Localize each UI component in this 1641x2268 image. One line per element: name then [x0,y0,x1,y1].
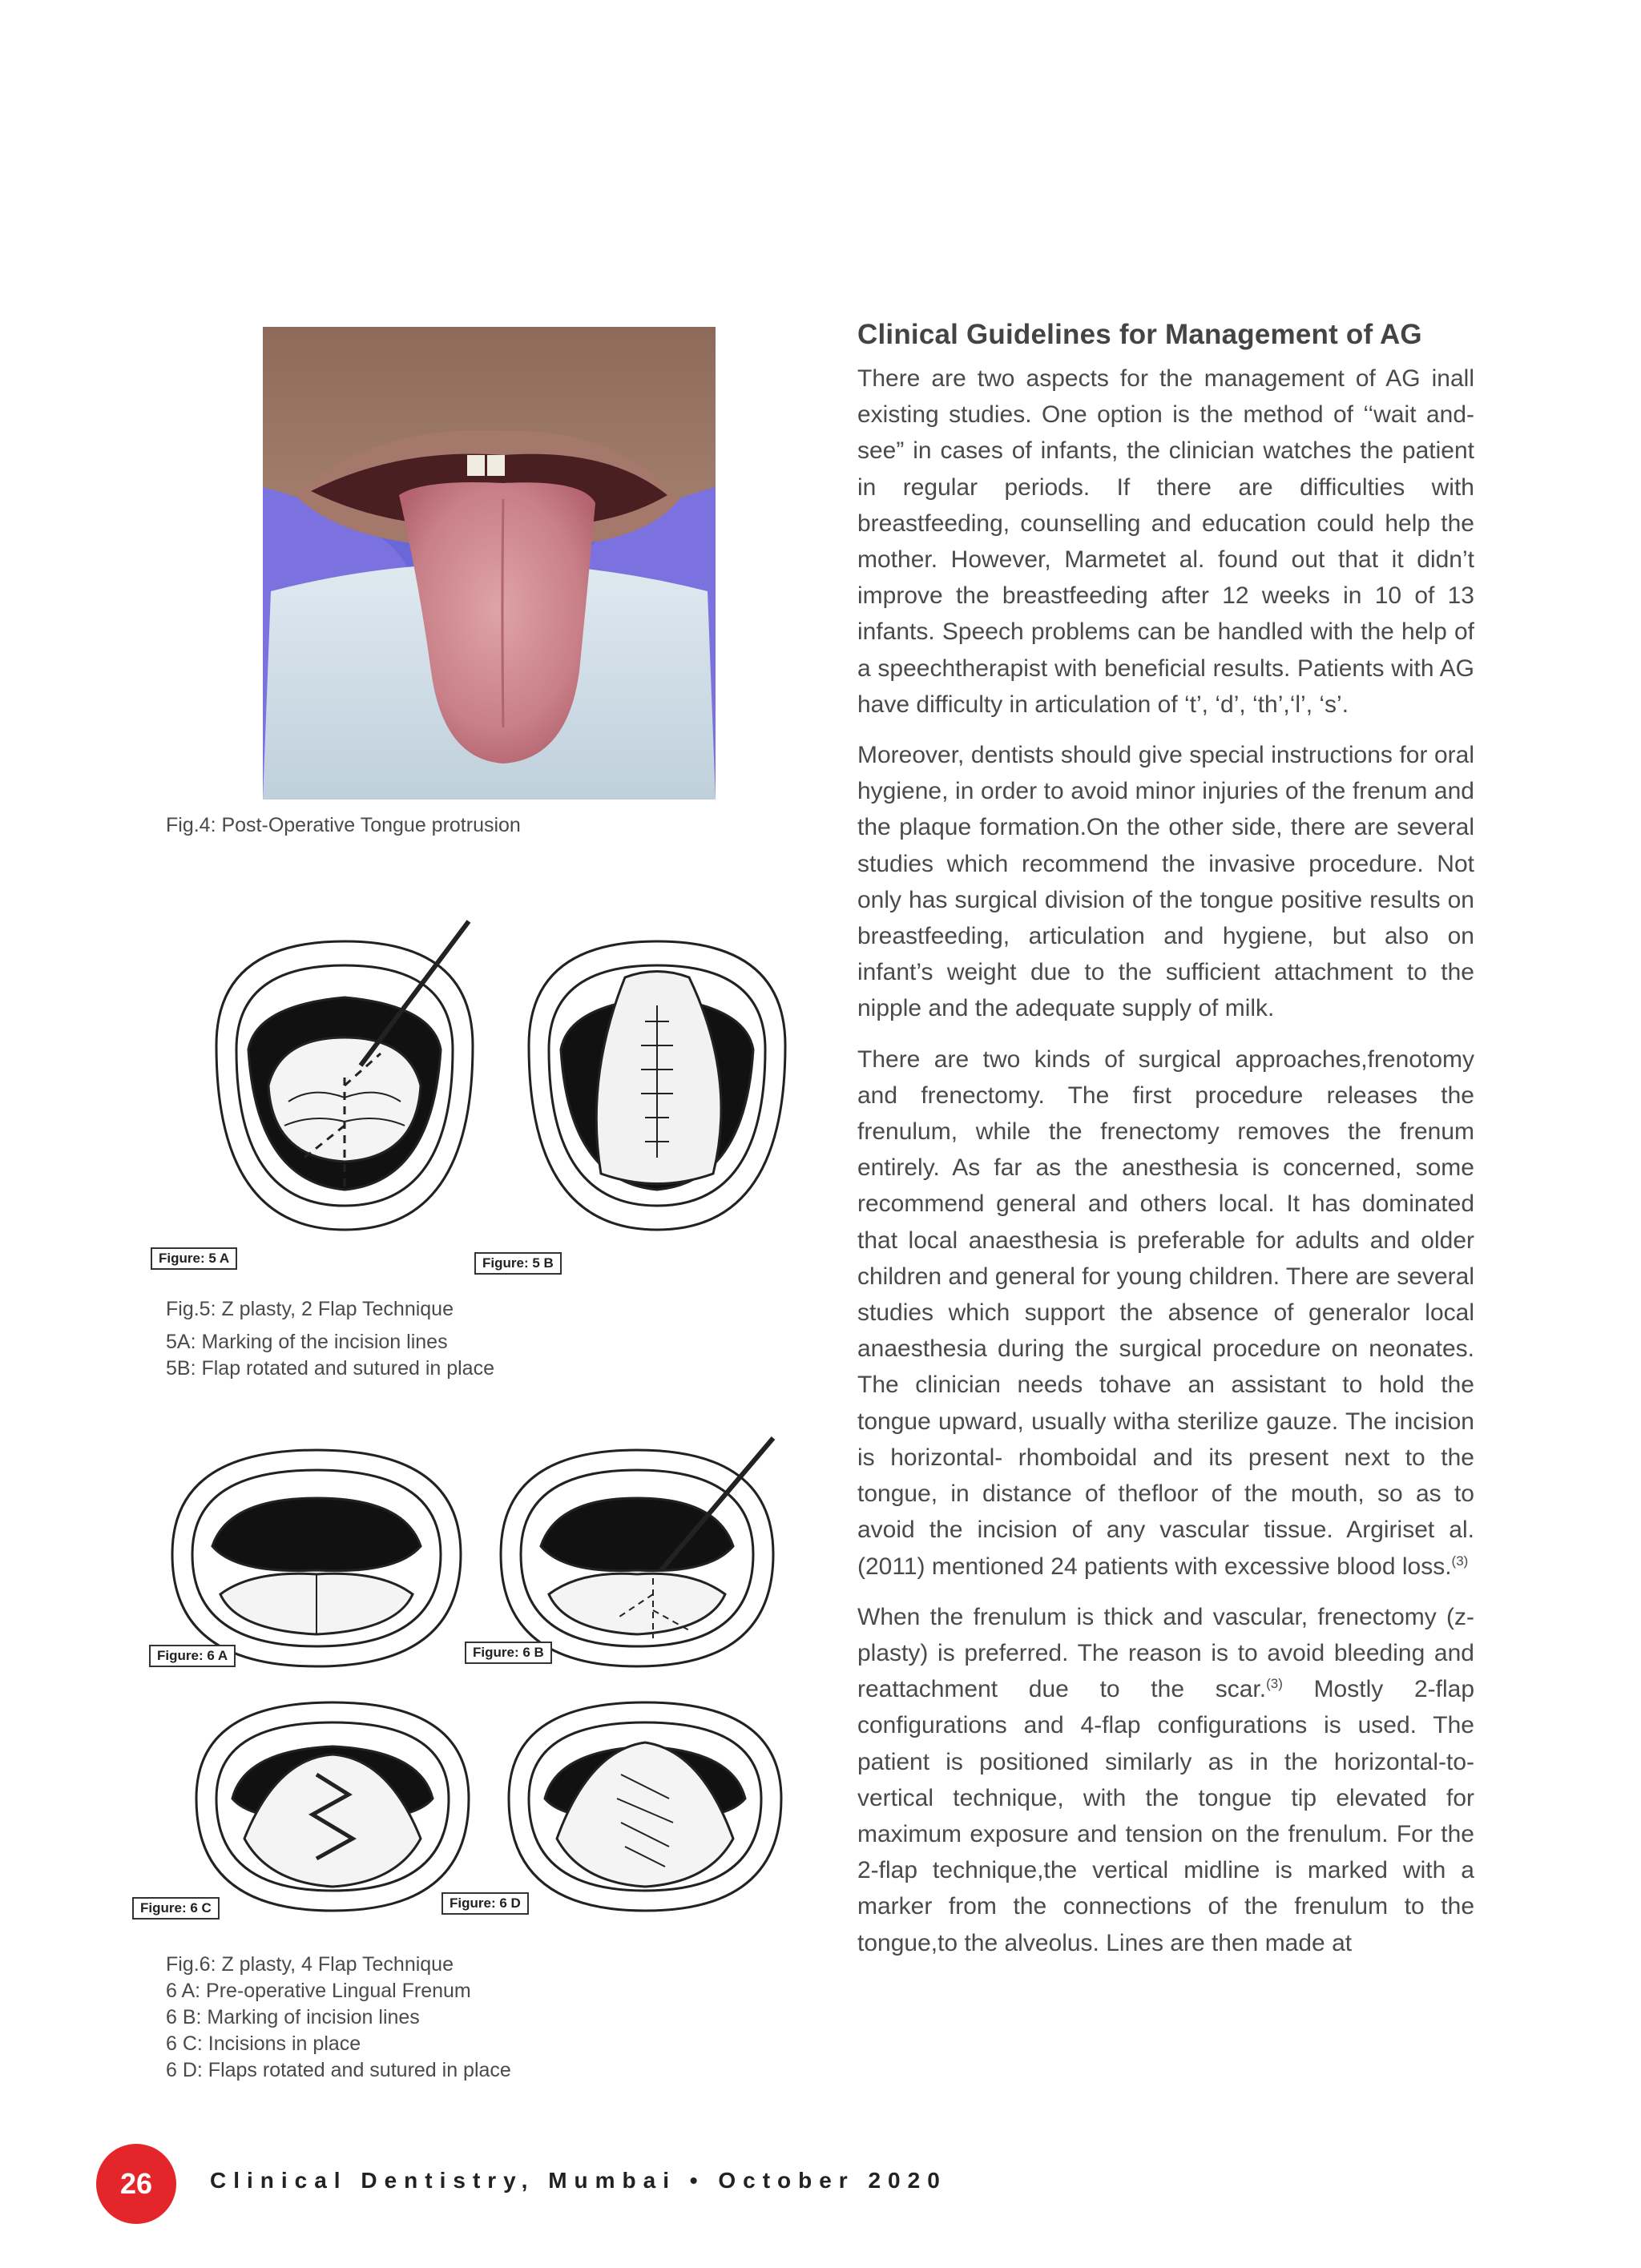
section-heading: Clinical Guidelines for Management of AG [857,319,1422,350]
fig5-line-2: 5B: Flap rotated and sutured in place [166,1357,494,1380]
fig5b-drawing [529,941,785,1230]
article-column [857,319,1474,1976]
fig6-line-3: 6 C: Incisions in place [166,2032,361,2055]
fig6-line-1: 6 A: Pre-operative Lingual Frenum [166,1980,471,2002]
fig6c-drawing [196,1702,469,1911]
fig6-line-4: 6 D: Flaps rotated and sutured in place [166,2059,511,2081]
fig5-line-1: 5A: Marking of the incision lines [166,1331,448,1353]
fig6b-label: Figure: 6 B [465,1642,552,1664]
fig6-top-illustrations [156,1434,893,1674]
fig6-caption-block [166,1952,511,2084]
paragraph-3 [857,1041,1474,1585]
fig6a-drawing [172,1450,461,1666]
fig6a-label: Figure: 6 A [149,1645,236,1667]
paragraph-4-text-a: When the frenulum is thick and vascular, frenectomy (z-plasty) is preferred. The reason is to avoid bleeding and reattachment due to the scar. [857,1603,1474,1703]
page-number-badge: 26 [96,2144,176,2224]
fig6d-drawing [509,1702,781,1911]
fig6b-drawing [501,1438,773,1666]
paragraph-4 [857,1599,1474,1961]
paragraph-2: Moreover, dentists should give special instructions for oral hygiene, in order to avoid minor injuries of the frenum and the plaque formation.On the other side, there are several studies which recommend the invasive procedure. Not only has surgical division of the tongue positive results on breastfeeding, articulation and hygiene, but also on infant’s weight due to the sufficient attachment to the nipple and the adequate supply of milk. [857,742,1474,1022]
fig5-caption: Fig.5: Z plasty, 2 Flap Technique [166,1298,454,1320]
fig6d-label: Figure: 6 D [441,1892,529,1915]
fig4-caption-block [166,812,521,839]
fig5b-label: Figure: 5 B [474,1252,562,1275]
fig6c-label: Figure: 6 C [132,1897,220,1920]
fig6-caption: Fig.6: Z plasty, 4 Flap Technique [166,1953,454,1976]
paragraph-4-text-b: Mostly 2-flap configurations and 4-flap configurations is used. The patient is positioned similarly as in the horizontal-to-vertical technique, with the tongue tip elevated for maximum exposure and tension on the frenulum. For the 2-flap technique,the vertical midline is marked with a marker from the connections of the frenulum to the tongue,to the alveolus. Lines are then made at [857,1676,1474,1956]
reference-3b: (3) [1266,1676,1283,1692]
fig4-caption: Fig.4: Post-Operative Tongue protrusion [166,814,521,836]
tongue-photo-image [263,327,716,800]
fig5-illustrations [192,917,929,1238]
journal-footer: Clinical Dentistry, Mumbai • October 2020 [210,2168,947,2193]
fig6-line-2: 6 B: Marking of incision lines [166,2006,420,2028]
fig5a-label: Figure: 5 A [151,1247,237,1270]
paragraph-1: There are two aspects for the management of AG inall existing studies. One option is the method of ‘‘wait and-see” in cases of infants, the clinician watches the patient in regular periods. If there are difficulties with breastfeeding, counselling and education could help the mother. However, Marmetet al. found out that it didn’t improve the breastfeeding after 12 weeks in 10 of 13 infants. Speech problems can be handled with the help of a speechtherapist with beneficial results. Patients with AG have difficulty in articulation of ‘t’, ‘d’, ‘th’,‘l’, ‘s’. [857,365,1474,718]
paragraph-3-text: There are two kinds of surgical approaches,frenotomy and frenectomy. The first procedure releases the frenulum, while the frenectomy removes the frenum entirely. As far as the anesthesia is concerned, some recommend general and others local. It has dominated that local anaesthesia is preferable for adults and older children and general for young children. There are several studies which support the absence of generalor local anaesthesia during the surgical procedure on neonates. The clinician needs tohave an assistant to hold the tongue upward, usually witha sterilize gauze. The incision is horizontal- rhomboidal and its present next to the tongue, in distance of thefloor of the mouth, so as to avoid the incision of any vascular tissue. Argiriset al. (2011) mentioned 24 patients with excessive blood loss. [857,1045,1474,1580]
reference-3a: (3) [1451,1553,1469,1569]
tongue-photo [263,327,716,800]
fig5-caption-block [166,1296,494,1382]
fig5a-drawing [216,921,473,1230]
fig6-bottom-illustrations [156,1686,893,1919]
